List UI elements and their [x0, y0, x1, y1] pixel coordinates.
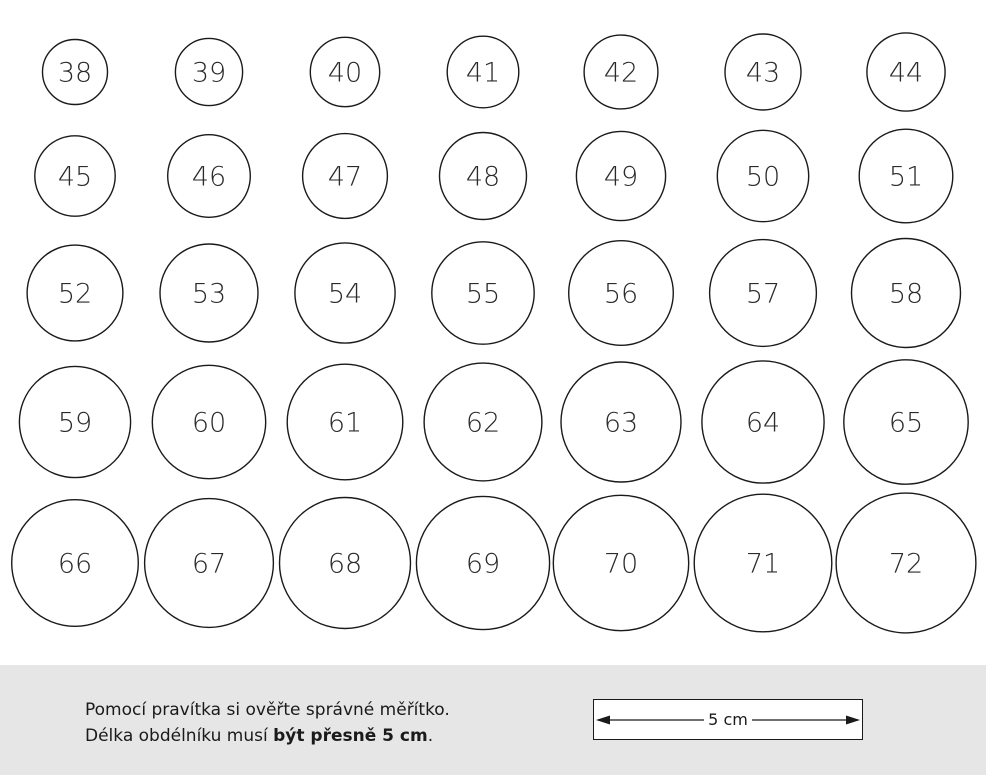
ring-size-label: 57: [745, 278, 781, 310]
ring-size-38: [43, 40, 108, 105]
scale-label: 5 cm: [704, 710, 752, 729]
ring-size-52: [27, 245, 123, 341]
ring-size-label: 62: [465, 407, 501, 439]
ring-size-label: 49: [603, 161, 639, 193]
ring-size-label: 44: [888, 57, 924, 89]
ring-size-63: [561, 362, 681, 482]
ring-size-67: [145, 499, 274, 628]
ring-size-label: 68: [327, 548, 363, 580]
ring-size-label: 47: [327, 161, 363, 193]
ring-size-70: [553, 495, 688, 630]
ring-size-40: [310, 37, 379, 106]
ring-size-label: 50: [745, 161, 781, 193]
ring-size-57: [710, 240, 817, 347]
ring-size-label: 59: [57, 407, 93, 439]
ring-size-46: [168, 135, 251, 218]
ring-size-44: [867, 33, 945, 111]
ring-size-71: [694, 494, 832, 632]
ring-size-label: 71: [745, 548, 781, 580]
ring-size-59: [19, 366, 130, 477]
instruction-line-2: [85, 723, 450, 749]
ring-size-69: [416, 496, 549, 629]
ring-size-label: 67: [191, 548, 227, 580]
ring-size-54: [295, 243, 395, 343]
ring-size-label: 60: [191, 407, 227, 439]
ring-size-58: [852, 239, 961, 348]
instruction-line-2-prefix: Délka obdélníku musí: [85, 726, 274, 746]
ring-size-61: [287, 364, 403, 480]
ring-size-label: 64: [745, 407, 781, 439]
ring-size-label: 38: [57, 57, 93, 89]
ring-size-label: 56: [603, 278, 639, 310]
ring-size-label: 45: [57, 161, 93, 193]
ring-size-65: [844, 360, 968, 484]
ring-size-53: [160, 244, 258, 342]
ring-size-label: 41: [465, 57, 501, 89]
ring-size-label: 40: [327, 57, 363, 89]
ring-size-label: 70: [603, 548, 639, 580]
footer-panel: [0, 665, 986, 775]
ring-size-45: [35, 136, 115, 216]
ring-size-41: [447, 36, 519, 108]
ring-size-50: [717, 130, 808, 221]
ring-size-47: [303, 134, 388, 219]
ring-size-42: [584, 35, 658, 109]
ring-size-66: [12, 500, 139, 627]
ring-size-label: 51: [888, 161, 924, 193]
ring-size-label: 54: [327, 278, 363, 310]
ring-size-39: [175, 38, 242, 105]
ring-size-43: [725, 34, 801, 110]
ring-size-label: 48: [465, 161, 501, 193]
ring-size-label: 46: [191, 161, 227, 193]
ring-size-72: [836, 493, 976, 633]
ring-size-label: 53: [191, 278, 227, 310]
ring-size-56: [569, 241, 674, 346]
ring-size-label: 43: [745, 57, 781, 89]
ring-size-label: 72: [888, 548, 924, 580]
ring-size-label: 61: [327, 407, 363, 439]
ring-size-62: [424, 363, 542, 481]
ring-size-48: [440, 133, 527, 220]
scale-rectangle: [593, 699, 863, 740]
ring-size-68: [280, 498, 411, 629]
instruction-line-1: Pomocí pravítka si ověřte správné měřítko.: [85, 700, 450, 720]
ring-size-label: 69: [465, 548, 501, 580]
ring-size-label: 39: [191, 57, 227, 89]
ring-size-label: 63: [603, 407, 639, 439]
ring-size-label: 55: [465, 278, 501, 310]
ring-size-label: 66: [57, 548, 93, 580]
ring-size-51: [859, 129, 953, 223]
ring-size-60: [152, 365, 265, 478]
instructions: [85, 697, 450, 749]
ring-size-label: 58: [888, 278, 924, 310]
ring-size-64: [702, 361, 824, 483]
ring-size-label: 65: [888, 407, 924, 439]
ring-size-55: [432, 242, 534, 344]
ring-size-label: 42: [603, 57, 639, 89]
instruction-line-2-bold: být přesně 5 cm: [273, 726, 428, 746]
ring-size-49: [576, 131, 665, 220]
ring-size-label: 52: [57, 278, 93, 310]
instruction-line-2-suffix: .: [427, 726, 434, 746]
